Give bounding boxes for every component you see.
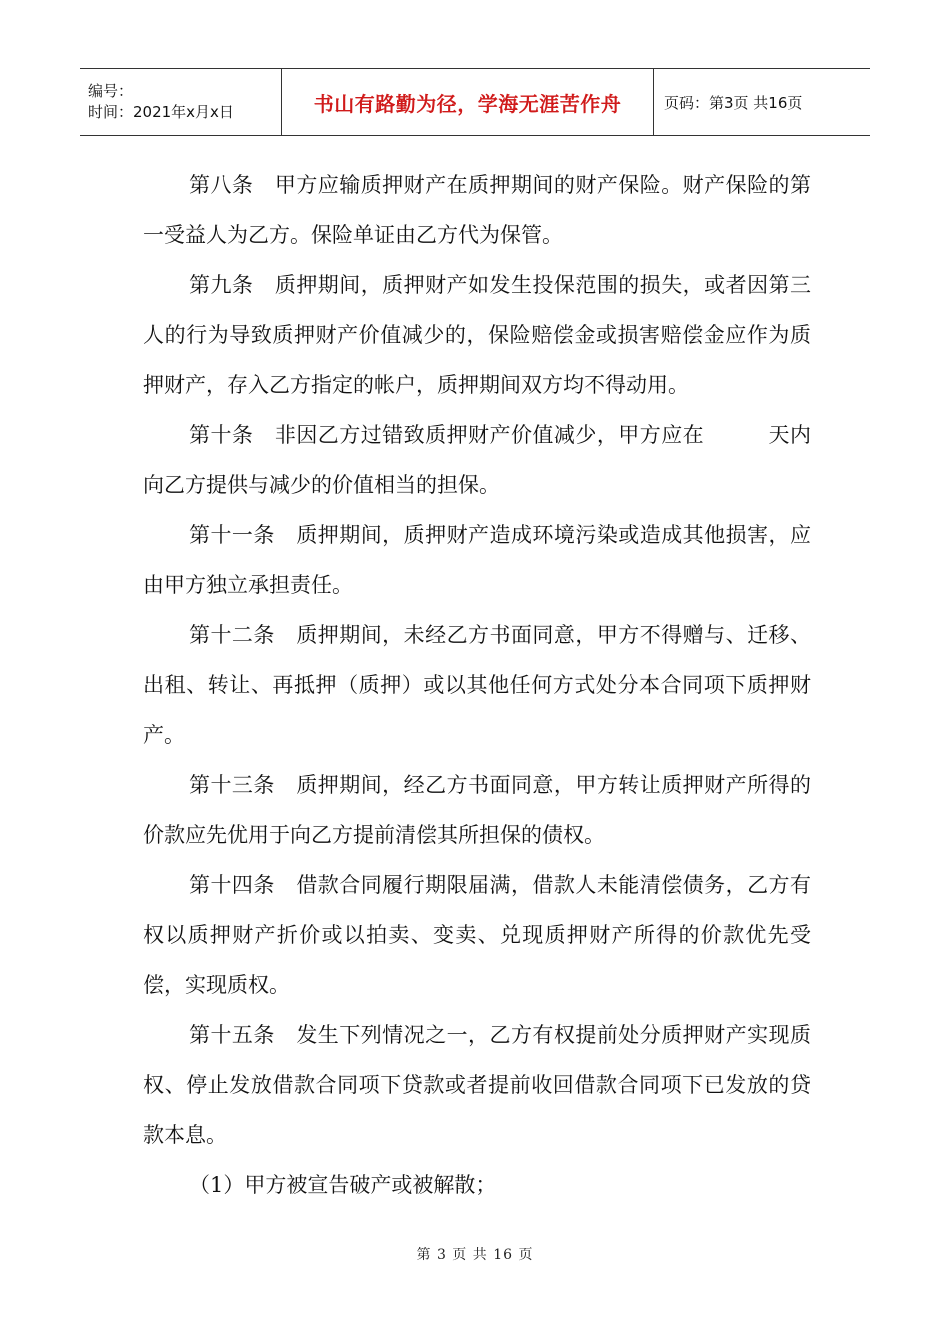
article-12: 第十二条 质押期间，未经乙方书面同意，甲方不得赠与、迁移、出租、转让、再抵押（质押）或以其他任何方式处分本合同项下质押财产。 <box>143 623 811 747</box>
article-15-item-1: （1）甲方被宣告破产或被解散； <box>189 1173 497 1197</box>
page-header <box>80 68 870 136</box>
document-date: 时间：2021年x月x日 <box>88 103 234 121</box>
header-motto: 书山有路勤为径，学海无涯苦作舟 <box>313 91 622 116</box>
header-page-info: 页码：第3页 共16页 <box>664 93 803 112</box>
page-footer: 第 3 页 共 16 页 <box>416 1247 534 1263</box>
article-10: 第十条 非因乙方过错致质押财产价值减少，甲方应在 天内向乙方提供与减少的价值相当的担保。 <box>143 423 811 497</box>
article-11: 第十一条 质押期间，质押财产造成环境污染或造成其他损害，应由甲方独立承担责任。 <box>143 523 811 597</box>
article-13: 第十三条 质押期间，经乙方书面同意，甲方转让质押财产所得的价款应先优用于向乙方提前清偿其所担保的债权。 <box>143 773 811 847</box>
document-number-label: 编号： <box>88 82 134 100</box>
header-page-info-cell <box>654 69 870 135</box>
article-14: 第十四条 借款合同履行期限届满，借款人未能清偿债务，乙方有权以质押财产折价或以拍卖、变卖、兑现质押财产所得的价款优先受偿，实现质权。 <box>143 873 811 997</box>
header-meta <box>80 69 282 135</box>
header-motto-cell <box>282 69 654 135</box>
article-8: 第八条 甲方应输质押财产在质押期间的财产保险。财产保险的第一受益人为乙方。保险单证由乙方代为保管。 <box>143 173 811 247</box>
article-9: 第九条 质押期间，质押财产如发生投保范围的损失，或者因第三人的行为导致质押财产价值减少的，保险赔偿金或损害赔偿金应作为质押财产，存入乙方指定的帐户，质押期间双方均不得动用。 <box>143 273 811 397</box>
document-body <box>143 160 811 1210</box>
article-15: 第十五条 发生下列情况之一，乙方有权提前处分质押财产实现质权、停止发放借款合同项下贷款或者提前收回借款合同项下已发放的贷款本息。 <box>143 1023 811 1147</box>
